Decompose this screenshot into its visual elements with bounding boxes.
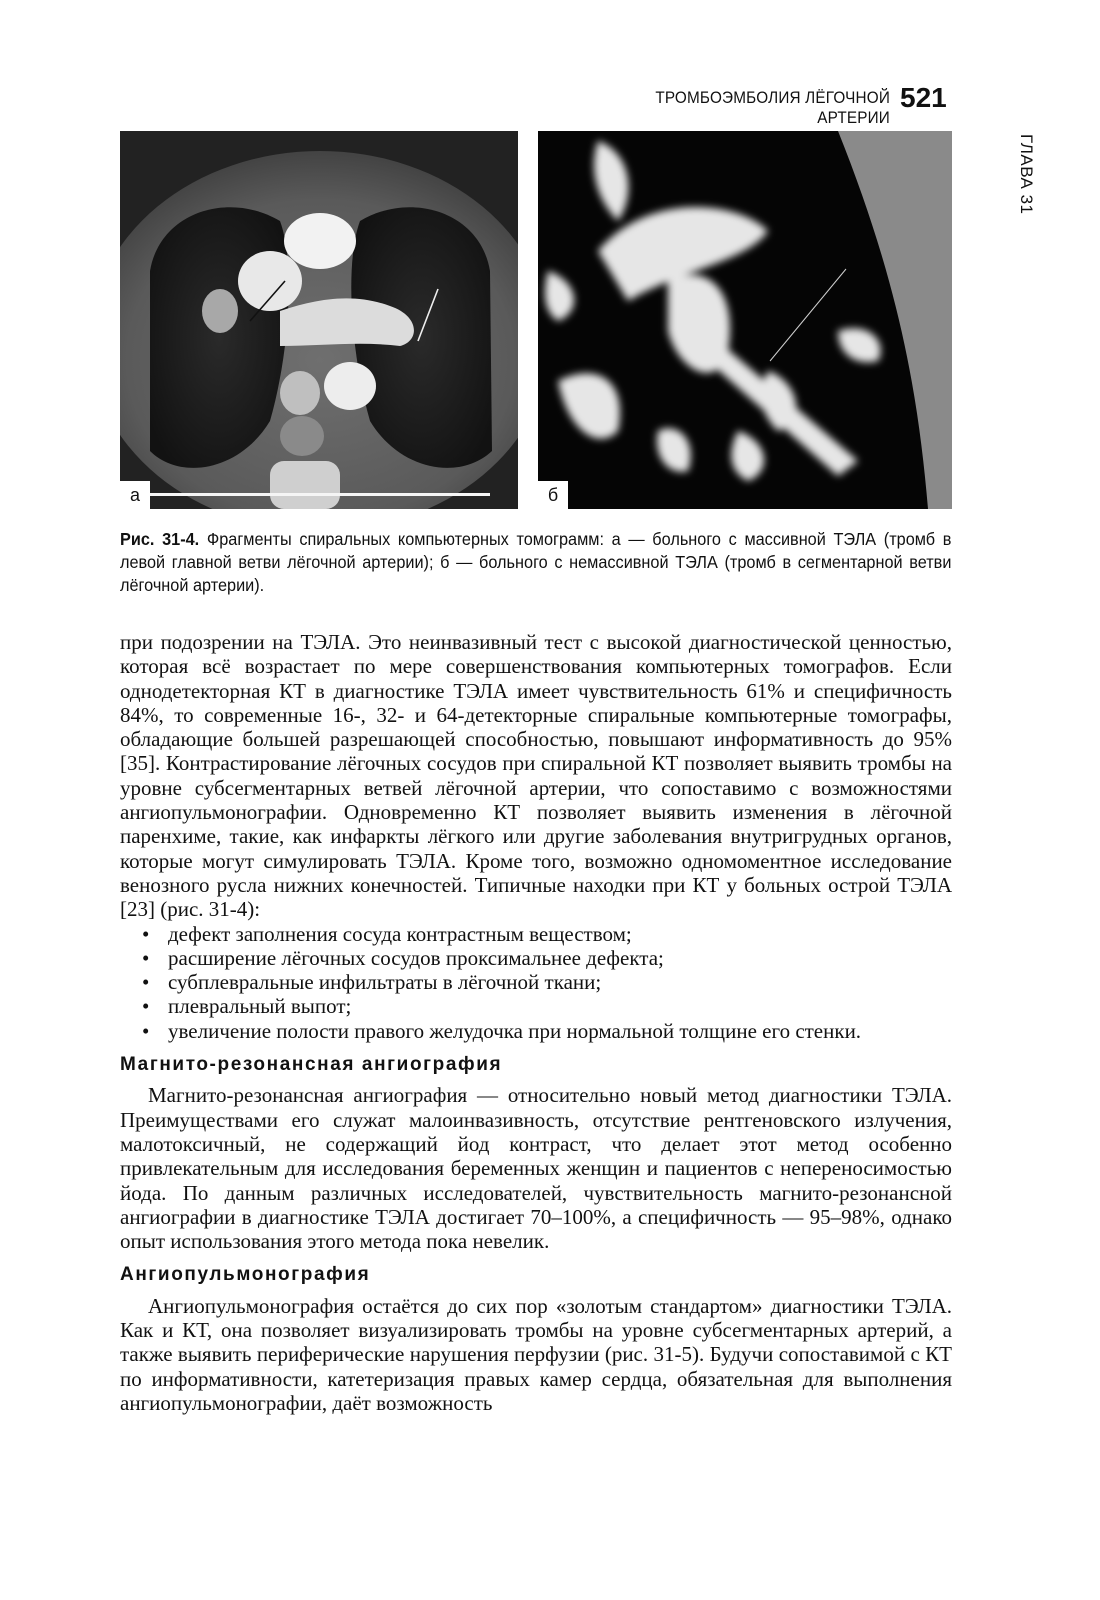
list-item: • дефект заполнения сосуда контрастным веществом;: [142, 922, 952, 946]
paragraph-ct: при подозрении на ТЭЛА. Это неинвазивный тест с высокой диагностической ценностью, которая всё возрастает по мере совершенствования компьютерных томографов. Если однодетекторная КТ в диагностике ТЭЛА имеет чувствительность 61% и специфичность 84%, то современные 16-, 32- и 64-детекторные спиральные компьютерные томографы, обладающие большей разрешающей способностью, повышают информативность до 95% [35]. Контрастирование лёгочных сосудов при спиральной КТ позволяет выявить тромбы на уровне субсегментарных ветвей лёгочной артерии, что сопоставимо с возможностями ангиопульмонографии. Одновременно КТ позволяет выявить изменения в лёгочной паренхиме, такие, как инфаркты лёгкого или другие заболевания внутригрудных органов, которые могут симулировать ТЭЛА. Кроме того, возможно одномоментное исследование венозного русла нижних конечностей. Типичные находки при КТ у больных острой ТЭЛА [23] (рис. 31-4):: [120, 630, 952, 922]
list-item: • субплевральные инфильтраты в лёгочной ткани;: [142, 970, 952, 994]
ct-axial-scan-graphic: [120, 131, 518, 509]
section-heading-mra: Магнито-резонансная ангиография: [120, 1054, 503, 1076]
figure-caption: [120, 528, 951, 597]
list-item: • увеличение полости правого желудочка при нормальной толщине его стенки.: [142, 1019, 952, 1043]
page-number: 521: [900, 82, 947, 113]
ct-image-panel-a: [120, 131, 518, 509]
running-title: ТРОМБОЭМБОЛИЯ ЛЁГОЧНОЙ АРТЕРИИ: [655, 88, 890, 127]
panel-label-a: а: [120, 481, 150, 509]
chapter-tab: ГЛАВА 31: [1017, 134, 1036, 215]
list-item: • плевральный выпот;: [142, 994, 952, 1018]
section-heading-angiopulmonography: Ангиопульмонография: [120, 1264, 371, 1286]
findings-list: [120, 922, 952, 1043]
caption-text: Фрагменты спиральных компьютерных томограмм: а — больного с массивной ТЭЛА (тромб в левой главной ветви лёгочной артерии); б — больного с немассивной ТЭЛА (тромб в сегментарной ветви лёгочной артерии).: [120, 529, 952, 595]
paragraph-angiopulmonography: Ангиопульмонография остаётся до сих пор «золотым стандартом» диагностики ТЭЛА. Как и КТ, она позволяет визуализировать тромбы на уровне субсегментарных артерий, а также выявить периферические нарушения перфузии (рис. 31-5). Будучи сопоставимой с КТ по информативности, катетеризация правых камер сердца, обязательная для выполнения ангиопульмонографии, даёт возможность: [120, 1293, 952, 1415]
ct-lung-vessel-graphic: [538, 131, 952, 509]
caption-label: Рис. 31-4.: [120, 529, 200, 549]
body-text: [120, 630, 952, 1415]
panel-label-b: б: [538, 481, 568, 509]
list-item: • расширение лёгочных сосудов проксимальнее дефекта;: [142, 946, 952, 970]
paragraph-mra: Магнито-резонансная ангиография — относительно новый метод диагностики ТЭЛА. Преимуществами его служат малоинвазивность, отсутствие рентгеновского излучения, малотоксичный, не содержащий йод контраст, что делает этот метод особенно привлекательным для исследования беременных женщин и пациентов с непереносимостью йода. По данным различных исследователей, чувствительность магнито-резонансной ангиографии в диагностике ТЭЛА достигает 70–100%, а специфичность — 95–98%, однако опыт использования этого метода пока невелик.: [120, 1083, 952, 1254]
ct-image-panel-b: [538, 131, 952, 509]
